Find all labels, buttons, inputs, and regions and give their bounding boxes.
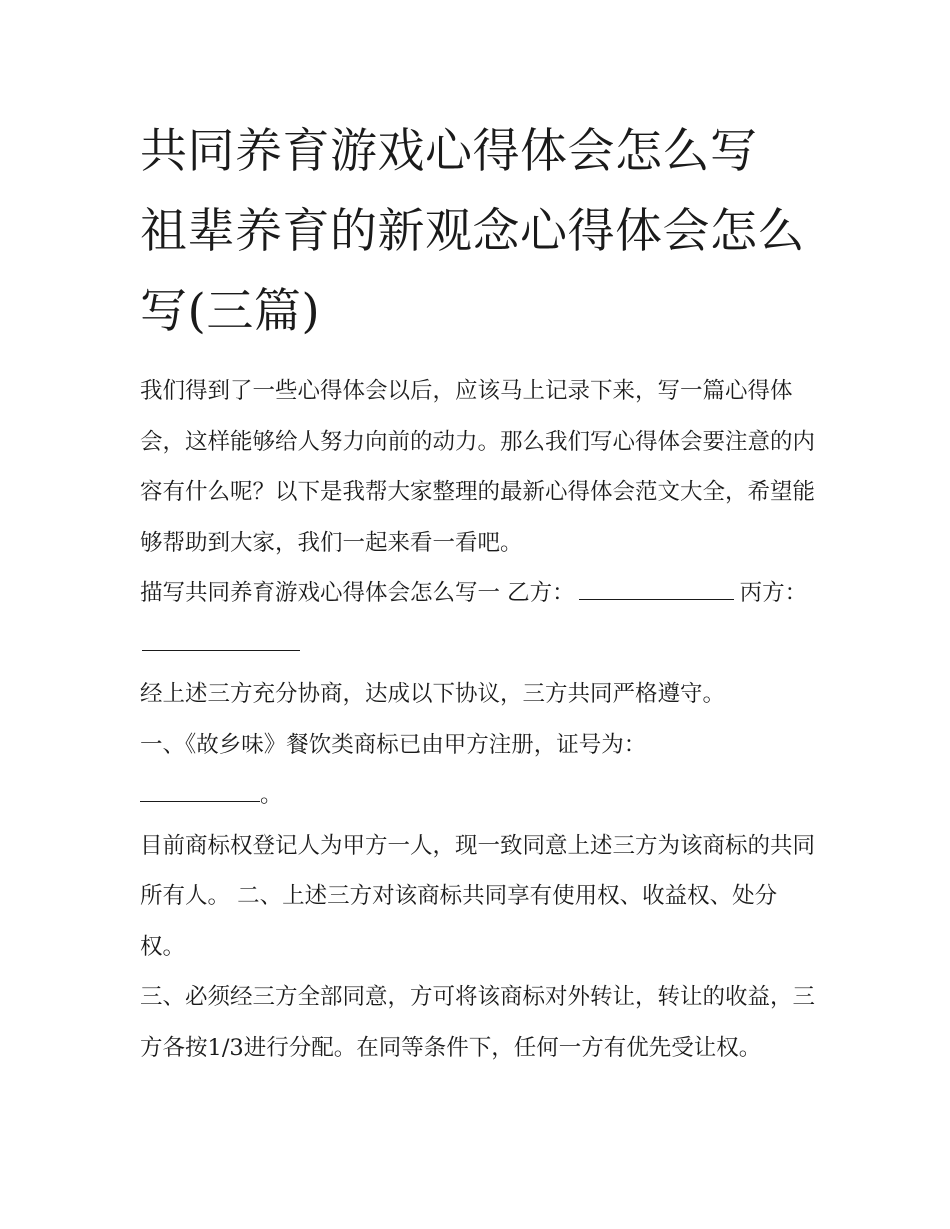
clause-1-text: 一、《故乡味》餐饮类商标已由甲方注册，证号为： [140, 731, 647, 758]
agreement-paragraph: 经上述三方充分协商，达成以下协议，三方共同严格遵守。 [140, 681, 726, 707]
party-b-blank-line [579, 573, 734, 600]
certificate-number-blank-line [140, 775, 260, 802]
intro-paragraph: 我们得到了一些心得体会以后，应该马上记录下来，写一篇心得体会，这样能够给人努力向前的动力。那么我们写心得体会要注意的内容有什么呢？以下是我帮大家整理的最新心得体会范文大全，希望能够帮助到大家，我们一起来看一看吧。 [140, 378, 816, 556]
clause-1-end: 。 [260, 782, 283, 808]
document-body [140, 366, 820, 1073]
clause-3-paragraph: 三、必须经三方全部同意，方可将该商标对外转让，转让的收益，三方各按1/3进行分配。在同等条件下，任何一方有优先受让权。 [140, 984, 816, 1061]
document-content [140, 112, 820, 1073]
clause-1-paragraph [140, 720, 820, 821]
section-heading-text: 描写共同养育游戏心得体会怎么写一 乙方： [140, 580, 575, 606]
party-c-blank-line [142, 624, 300, 651]
clause-1-continued-paragraph: 目前商标权登记人为甲方一人，现一致同意上述三方为该商标的共同所有人。 二、上述三方对该商标共同享有使用权、收益权、处分权。 [140, 832, 816, 960]
section-heading-paragraph [140, 568, 820, 669]
party-c-label: 丙方： [739, 580, 808, 606]
document-title: 共同养育游戏心得体会怎么写 祖辈养育的新观念心得体会怎么写(三篇) [140, 124, 805, 339]
